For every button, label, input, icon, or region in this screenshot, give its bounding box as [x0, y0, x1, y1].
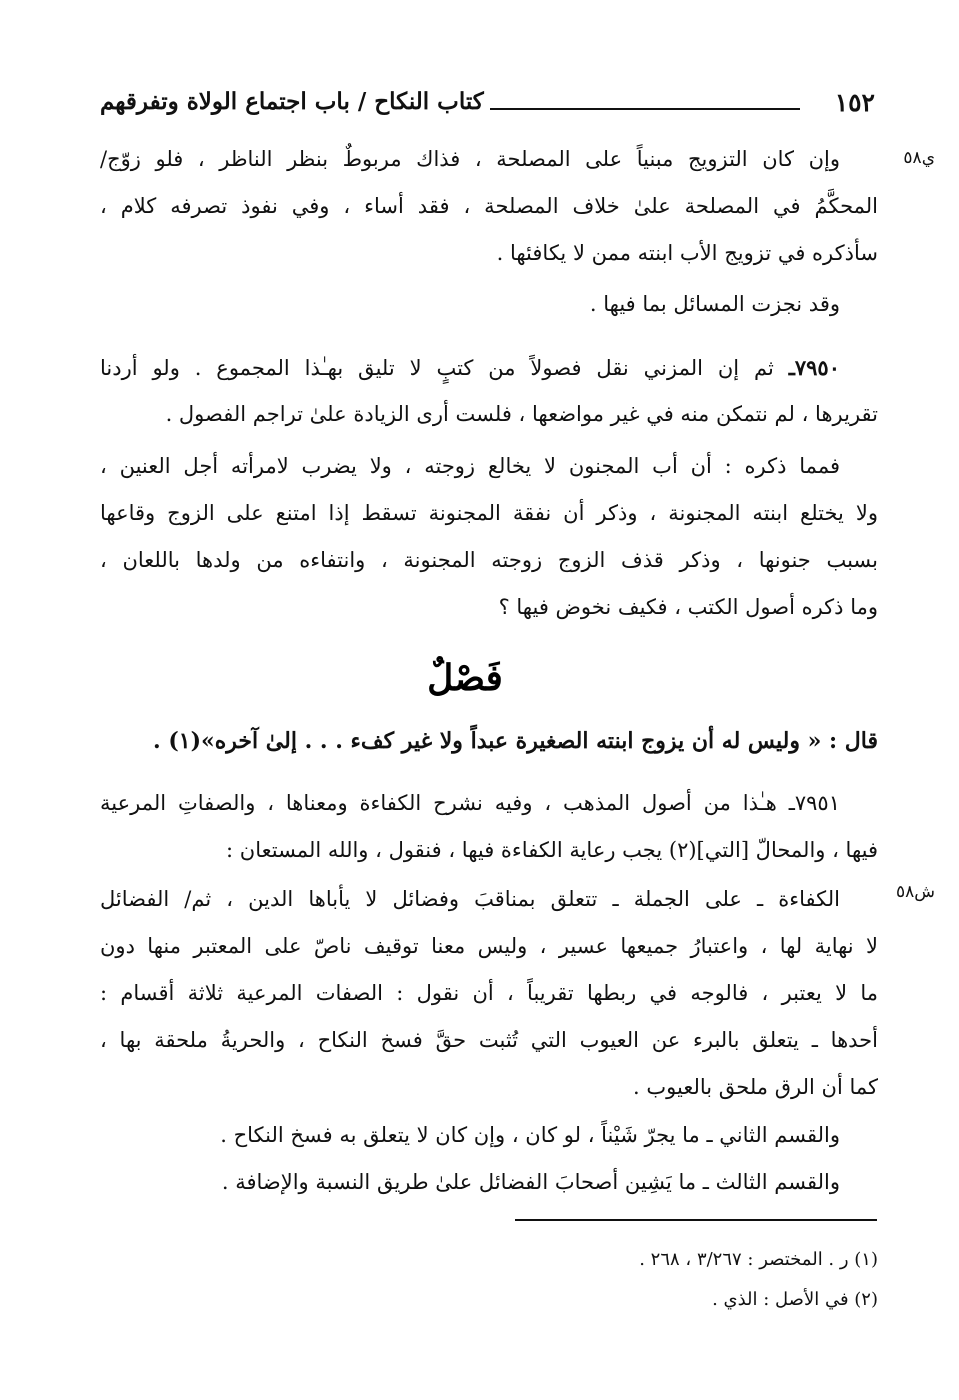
section-mark: فَصْلٌ [427, 657, 503, 699]
text-line: فمما ذكره : أن أب المجنون لا يخالع زوجته ، ولا يضرب لامرأته أجل العنين ، [100, 454, 840, 478]
text-line: أحدها ـ يتعلق بالبرء عن العيوب التي تُثبت حقَّ فسخ النكاح ، والحريةُ ملحقة بها ، [100, 1028, 878, 1052]
footnotes [100, 1240, 878, 1320]
text-line: المحكَّمُ في المصلحة علىٰ خلاف المصلحة ، فقد أساء ، وفي نفوذ تصرفه كلام ، [100, 194, 878, 218]
paragraph-7951 [100, 780, 878, 874]
text-line: الكفاءة ـ على الجملة ـ تتعلق بمناقبَ وفضائل لا يأباها الدين ، ثم/ الفضائل [100, 887, 840, 911]
header-rule [490, 108, 800, 110]
running-header [100, 84, 875, 124]
footnote-2: (٢) في الأصل : الذي . [712, 1289, 878, 1310]
text-line: وإن كان التزويج مبنياً على المصلحة ، فذاك مربوطٌ بنظر الناظر ، فلو زوّج/ [100, 147, 840, 171]
paragraph-6 [100, 1112, 878, 1206]
section-ornament [400, 648, 530, 708]
entry-text: ثم إن المزني نقل فصولاً من كتبٍ لا تليق بهـٰذا المجموع . ولو أردنا [100, 356, 774, 380]
paragraph-1 [100, 136, 878, 328]
paragraph-5 [100, 876, 878, 1111]
text-line: والقسم الثاني ـ ما يجرّ شَيْناً ، لو كان ، وإن كان لا يتعلق به فسخ النكاح . [220, 1123, 840, 1147]
running-title: كتاب النكاح / باب اجتماع الولاة وتفرقهم [100, 88, 484, 115]
entry-number: ٧٩٥٠ـ [788, 355, 840, 380]
page-number: ١٥٢ [834, 88, 875, 117]
text-line: ولا يختلع ابنته المجنونة ، وذكر أن نفقة المجنونة تسقط إذا امتنع على الزوج وقاعها [100, 501, 878, 525]
text-line: ما لا يعتبر ، فالوجه في ربطها تقريباً ، أن نقول : الصفات المرعية ثلاثة أقسام : [100, 981, 878, 1005]
margin-note-ya58: ي٥٨ [903, 148, 935, 168]
chapter-quote-heading: قال : « وليس له أن يزوج ابنته الصغيرة عبداً ولا غير كفء . . . إلىٰ آخره»(١) . [153, 728, 878, 754]
footnote-1: (١) ر . المختصر : ٣/٢٦٧ ، ٢٦٨ . [639, 1249, 878, 1270]
text-line: والقسم الثالث ـ ما يَشِين أصحابَ الفضائل علىٰ طريق النسبة والإضافة . [221, 1170, 840, 1194]
text-line: بسبب جنونها ، وذكر قذف الزوج زوجته المجنونة ، وانتفاءه من ولدها باللعان ، [100, 548, 878, 572]
text-line: لا نهاية لها ، واعتبارُ جميعها عسير ، وليس معنا توقيف ناصّ على المعتبر منها دون [100, 934, 878, 958]
text-line [100, 344, 878, 391]
text-line: فيها ، والمحالّ [التي](٢) يجب رعاية الكفاءة فيها ، فنقول ، والله المستعان : [226, 838, 878, 862]
text-line: ٧٩٥١ـ هـٰذا من أصول المذهب ، وفيه نشرح الكفاءة ومعناها ، والصفاتِ المرعية [100, 791, 840, 815]
text-line: وما ذكره أصول الكتب ، فكيف نخوض فيها ؟ [498, 595, 878, 619]
text-line: وقد نجزت المسائل بما فيها . [589, 292, 840, 316]
margin-note-shin58: ش٥٨ [895, 882, 935, 902]
footnote-rule [515, 1219, 877, 1221]
text-line: سأذكره في تزويج الأب ابنته ممن لا يكافئها . [496, 241, 878, 265]
text-line: تقريرها ، لم نتمكن منه في غير مواضعها ، فلست أرى الزيادة علىٰ تراجم الفصول . [165, 402, 878, 426]
text-line: كما أن الرق ملحق بالعيوب . [633, 1075, 878, 1099]
paragraph-7950 [100, 344, 878, 438]
paragraph-3 [100, 443, 878, 631]
